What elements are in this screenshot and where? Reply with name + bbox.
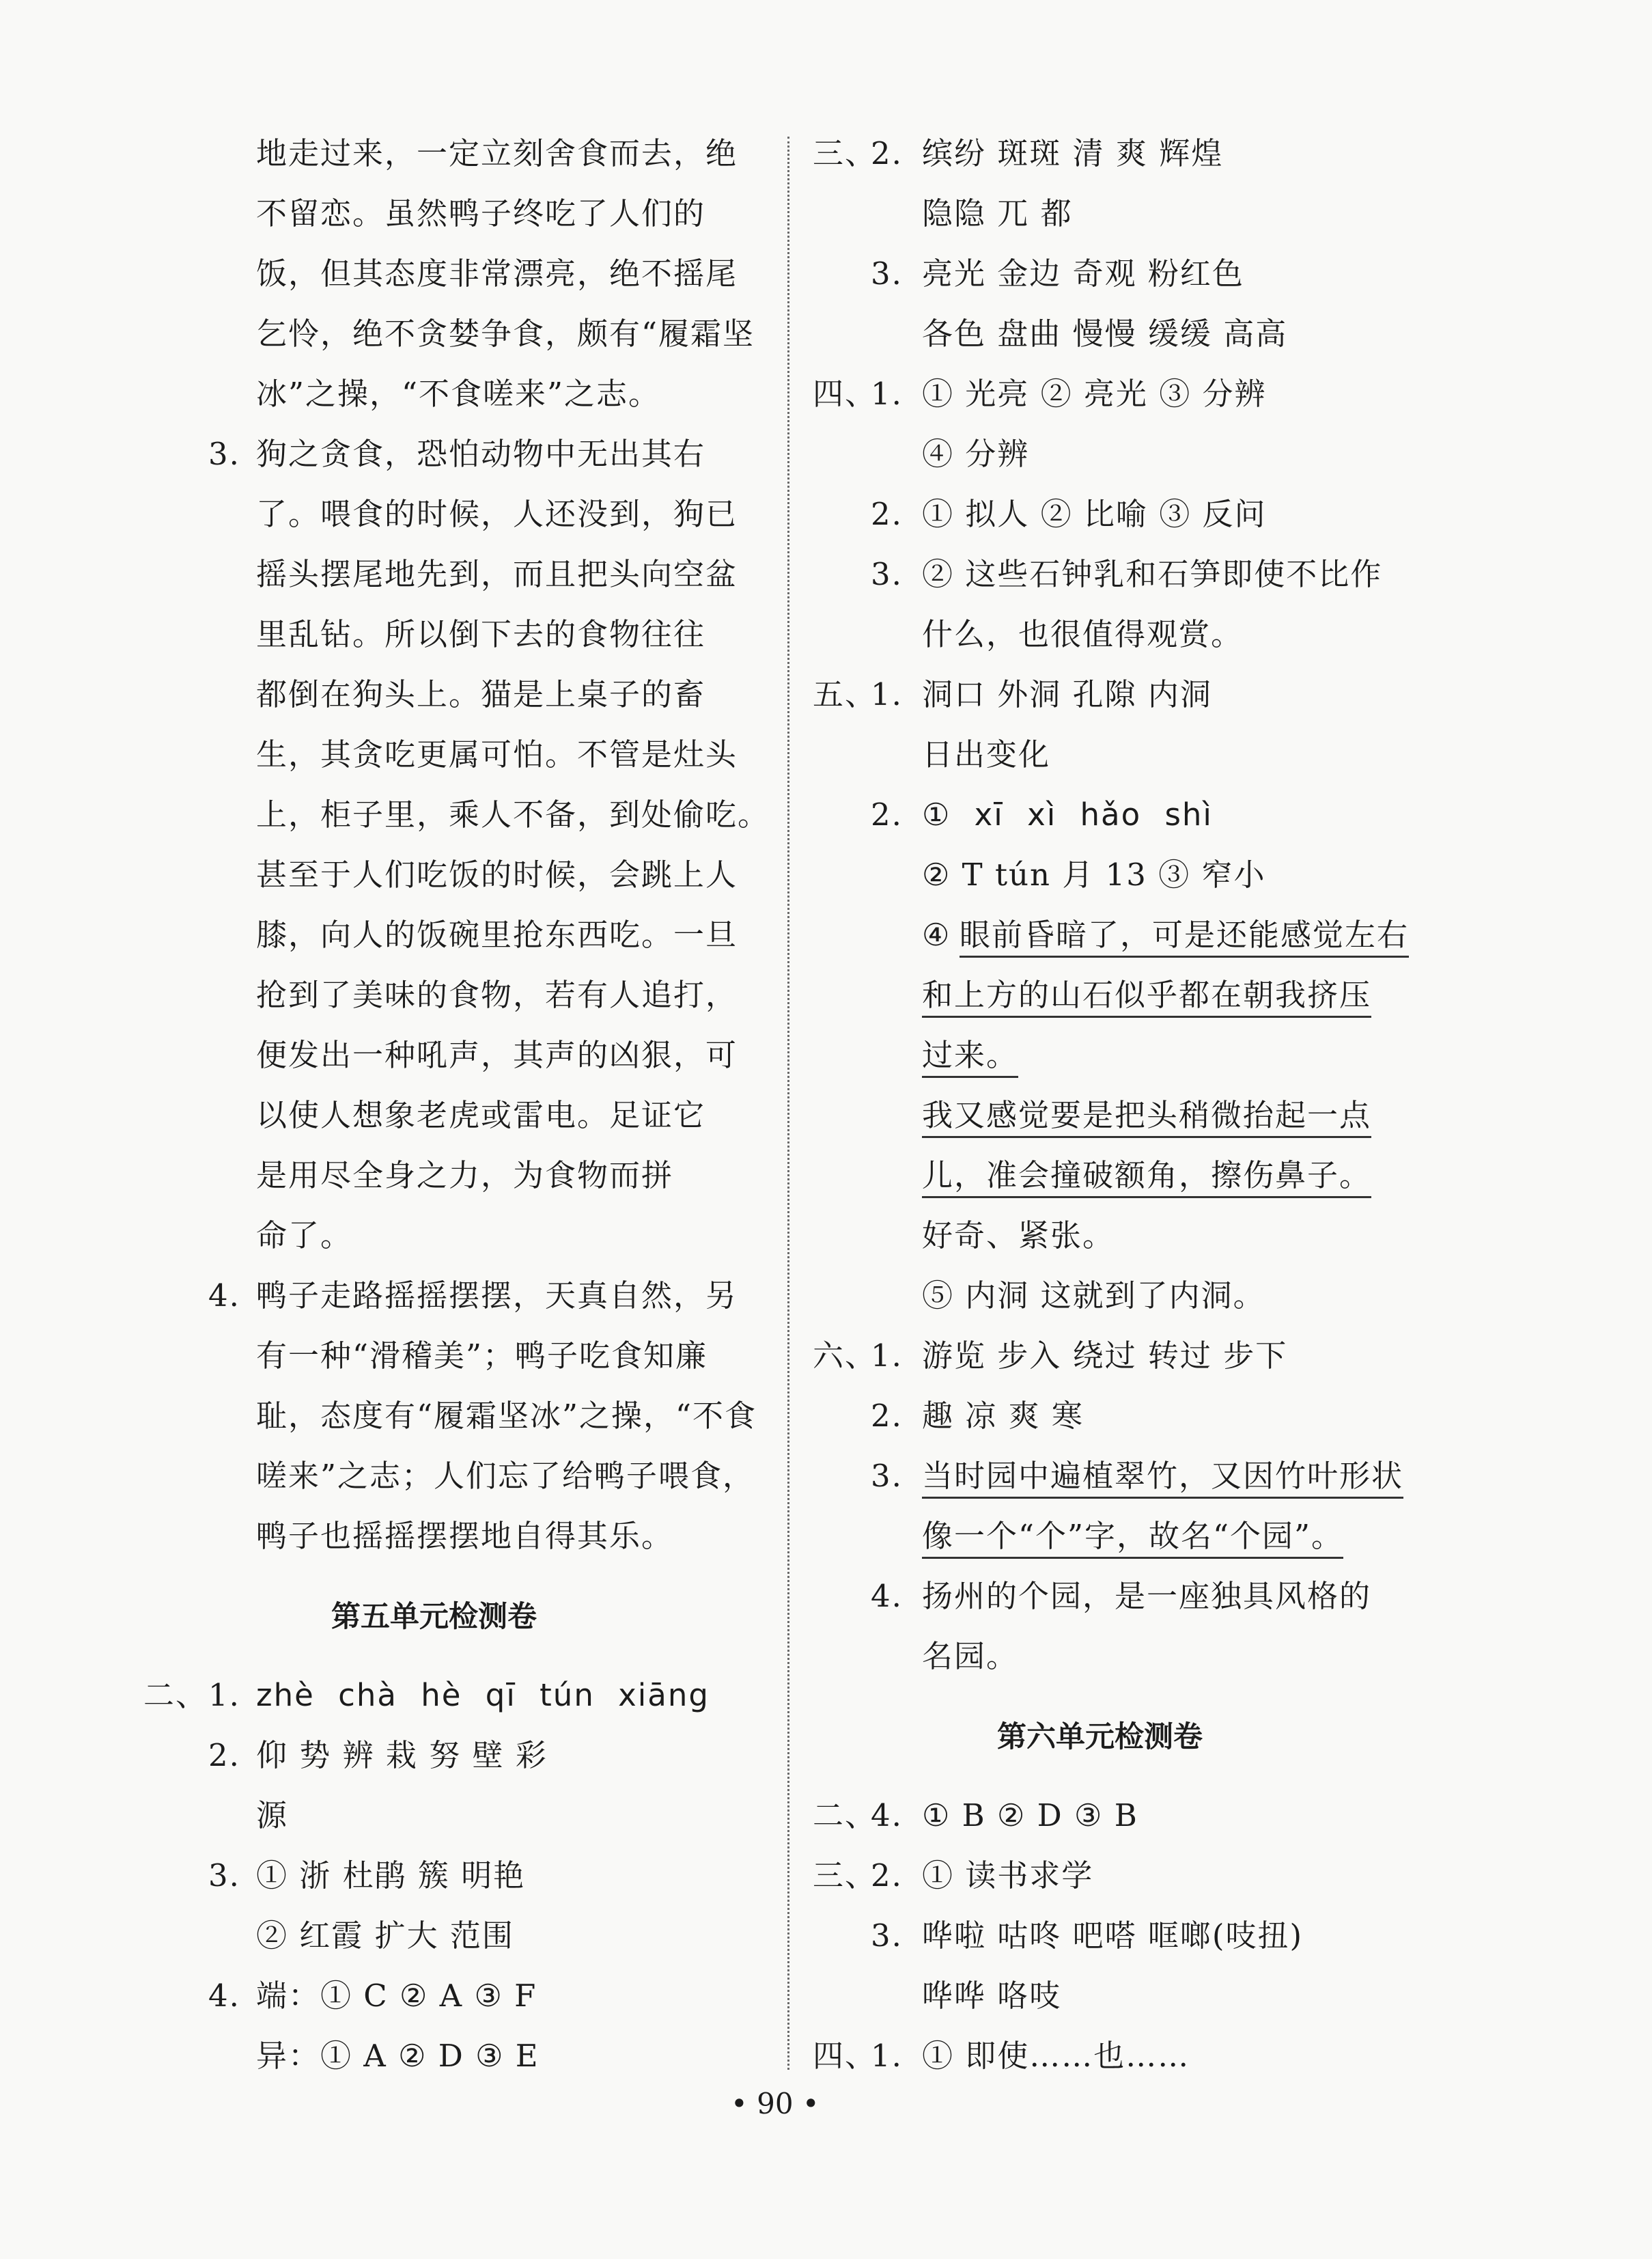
answer-line: ① 浙 杜鹃 簇 明艳 bbox=[256, 1857, 526, 1894]
paragraph-line: 甚至于人们吃饭的时候，会跳上人 bbox=[256, 857, 738, 893]
section-label: 三、 bbox=[813, 1857, 878, 1894]
item-number: 1. bbox=[208, 1677, 240, 1713]
answer-line: ⑤ 内洞 这就到了内洞。 bbox=[922, 1277, 1265, 1314]
paragraph-line: 生，其贪吃更属可怕。不管是灶头 bbox=[256, 736, 738, 773]
answer-line: 名园。 bbox=[922, 1638, 1019, 1674]
answer-line bbox=[922, 1035, 1018, 1076]
answer-line: ① B ② D ③ B bbox=[922, 1797, 1138, 1833]
answer-line: 各色 盘曲 慢慢 缓缓 高高 bbox=[922, 316, 1288, 352]
item-number: 3. bbox=[208, 1857, 240, 1894]
answer-line: ① 拟人 ② 比喻 ③ 反问 bbox=[922, 496, 1267, 532]
item-number: 3. bbox=[871, 556, 903, 592]
section-label: 三、 bbox=[813, 135, 878, 171]
answer-line: 游览 步入 绕过 转过 步下 bbox=[922, 1338, 1288, 1374]
item-number: 4. bbox=[208, 1978, 240, 2014]
answer-line: 哗啦 咕咚 吧嗒 哐啷(吱扭) bbox=[922, 1917, 1304, 1954]
section-label: 五、 bbox=[813, 676, 878, 712]
item-number: 1. bbox=[871, 676, 903, 712]
section-title: 第五单元检测卷 bbox=[331, 1600, 537, 1634]
answer-line bbox=[960, 915, 1409, 956]
paragraph-line: 不留恋。虽然鸭子终吃了人们的 bbox=[256, 195, 706, 232]
paragraph-line: 里乱钻。所以倒下去的食物往往 bbox=[256, 616, 706, 652]
item-number: 3. bbox=[871, 1458, 903, 1494]
answer-line bbox=[922, 1155, 1371, 1196]
answer-line: 扬州的个园，是一座独具风格的 bbox=[922, 1578, 1372, 1614]
underlined-answer: 当时园中遍植翠竹，又因竹叶形状 bbox=[922, 1458, 1403, 1499]
answer-line: 好奇、紧张。 bbox=[922, 1217, 1115, 1253]
item-number: 3. bbox=[871, 255, 903, 292]
paragraph-line: 上，柜子里，乘人不备，到处偷吃。 bbox=[256, 796, 770, 833]
section-title: 第六单元检测卷 bbox=[997, 1720, 1203, 1754]
underlined-answer: 像一个“个”字，故名“个园”。 bbox=[922, 1518, 1343, 1559]
paragraph-line: 地走过来，一定立刻舍食而去，绝 bbox=[256, 135, 738, 171]
item-number: 3. bbox=[871, 1917, 903, 1954]
underlined-answer: 我又感觉要是把头稍微抬起一点 bbox=[922, 1097, 1371, 1138]
page-number: • 90 • bbox=[731, 2087, 820, 2120]
answer-line: ① 即使……也…… bbox=[922, 2038, 1190, 2074]
paragraph-line: 有一种“滑稽美”；鸭子吃食知廉 bbox=[256, 1338, 708, 1374]
answer-line: 洞口 外洞 孔隙 内洞 bbox=[922, 676, 1212, 712]
item-number: 2. bbox=[871, 1398, 903, 1434]
item-number: 3. bbox=[208, 436, 240, 472]
pinyin-answer: zhè chà hè qī tún xiāng bbox=[256, 1677, 710, 1713]
paragraph-line: 抢到了美味的食物，若有人追打， bbox=[256, 977, 738, 1013]
answer-line: 趣 凉 爽 寒 bbox=[922, 1398, 1084, 1434]
paragraph-line: 乞怜，绝不贪婪争食，颇有“履霜坚 bbox=[256, 316, 755, 352]
paragraph-line: 了。喂食的时候，人还没到，狗已 bbox=[256, 496, 738, 532]
paragraph-line: 冰”之操，“不食嗟来”之志。 bbox=[256, 376, 661, 412]
answer-line: 异：① A ② D ③ E bbox=[256, 2038, 540, 2074]
paragraph-line: 耻，态度有“履霜坚冰”之操，“不食 bbox=[256, 1398, 757, 1434]
paragraph-line: 嗟来”之志；人们忘了给鸭子喂食， bbox=[256, 1458, 755, 1494]
answer-line bbox=[922, 1095, 1371, 1136]
answer-line: 端：① C ② A ③ F bbox=[256, 1978, 537, 2014]
answer-line: ① 光亮 ② 亮光 ③ 分辨 bbox=[922, 376, 1267, 412]
answer-line: ① 读书求学 bbox=[922, 1857, 1094, 1894]
item-number: 1. bbox=[871, 2038, 903, 2074]
circle-number: ④ bbox=[922, 917, 951, 953]
answer-line bbox=[922, 1456, 1403, 1497]
paragraph-line: 是用尽全身之力，为食物而拼 bbox=[256, 1157, 674, 1193]
section-label: 四、 bbox=[813, 376, 878, 412]
item-number: 4. bbox=[871, 1797, 903, 1833]
paragraph-line: 饭，但其态度非常漂亮，绝不摇尾 bbox=[256, 255, 738, 292]
item-number: 2. bbox=[871, 796, 903, 833]
answer-line: 哗哗 咯吱 bbox=[922, 1978, 1062, 2014]
answer-line: 缤纷 斑斑 清 爽 辉煌 bbox=[922, 135, 1224, 171]
answer-line: 什么，也很值得观赏。 bbox=[922, 616, 1244, 652]
item-number: 2. bbox=[871, 1857, 903, 1894]
item-number: 1. bbox=[871, 1338, 903, 1374]
underlined-answer: 眼前昏暗了，可是还能感觉左右 bbox=[960, 917, 1409, 958]
paragraph-line: 以使人想象老虎或雷电。足证它 bbox=[256, 1097, 706, 1133]
answer-line bbox=[922, 975, 1371, 1016]
underlined-answer: 过来。 bbox=[922, 1037, 1018, 1078]
item-number: 2. bbox=[871, 135, 903, 171]
answer-line: ② 这些石钟乳和石笋即使不比作 bbox=[922, 556, 1383, 592]
section-label: 六、 bbox=[813, 1338, 878, 1374]
paragraph-line: 鸭子也摇摇摆摆地自得其乐。 bbox=[256, 1518, 674, 1554]
item-number: 4. bbox=[871, 1578, 903, 1614]
underlined-answer: 儿，准会撞破额角，擦伤鼻子。 bbox=[922, 1157, 1371, 1198]
paragraph-line: 鸭子走路摇摇摆摆，天真自然，另 bbox=[256, 1277, 738, 1314]
answer-line bbox=[922, 1516, 1343, 1557]
column-divider bbox=[787, 137, 789, 2070]
paragraph-line: 摇头摆尾地先到，而且把头向空盆 bbox=[256, 556, 738, 592]
answer-line: 隐隐 兀 都 bbox=[922, 195, 1073, 232]
paragraph-line: 狗之贪食，恐怕动物中无出其右 bbox=[256, 436, 706, 472]
underlined-answer: 和上方的山石似乎都在朝我挤压 bbox=[922, 977, 1371, 1018]
paragraph-line: 命了。 bbox=[256, 1217, 353, 1253]
item-number: 2. bbox=[208, 1737, 240, 1773]
answer-line: 源 bbox=[256, 1797, 289, 1833]
section-label: 四、 bbox=[813, 2038, 878, 2074]
pinyin-answer: ① xī xì hǎo shì bbox=[922, 796, 1213, 833]
section-label: 二、 bbox=[813, 1797, 878, 1833]
answer-line: ② 红霞 扩大 范围 bbox=[256, 1917, 514, 1954]
item-number: 4. bbox=[208, 1277, 240, 1314]
section-label: 二、 bbox=[143, 1677, 208, 1713]
answer-line: 亮光 金边 奇观 粉红色 bbox=[922, 255, 1244, 292]
answer-line: 日出变化 bbox=[922, 736, 1051, 773]
answer-line: ② T tún 月 13 ③ 窄小 bbox=[922, 857, 1266, 893]
answer-line: ④ 分辨 bbox=[922, 436, 1030, 472]
item-number: 2. bbox=[871, 496, 903, 532]
paragraph-line: 都倒在狗头上。猫是上桌子的畜 bbox=[256, 676, 706, 712]
item-number: 1. bbox=[871, 376, 903, 412]
paragraph-line: 膝，向人的饭碗里抢东西吃。一旦 bbox=[256, 917, 738, 953]
answer-line: 仰 势 辨 栽 努 壁 彩 bbox=[256, 1737, 548, 1773]
paragraph-line: 便发出一种吼声，其声的凶狠，可 bbox=[256, 1037, 738, 1073]
